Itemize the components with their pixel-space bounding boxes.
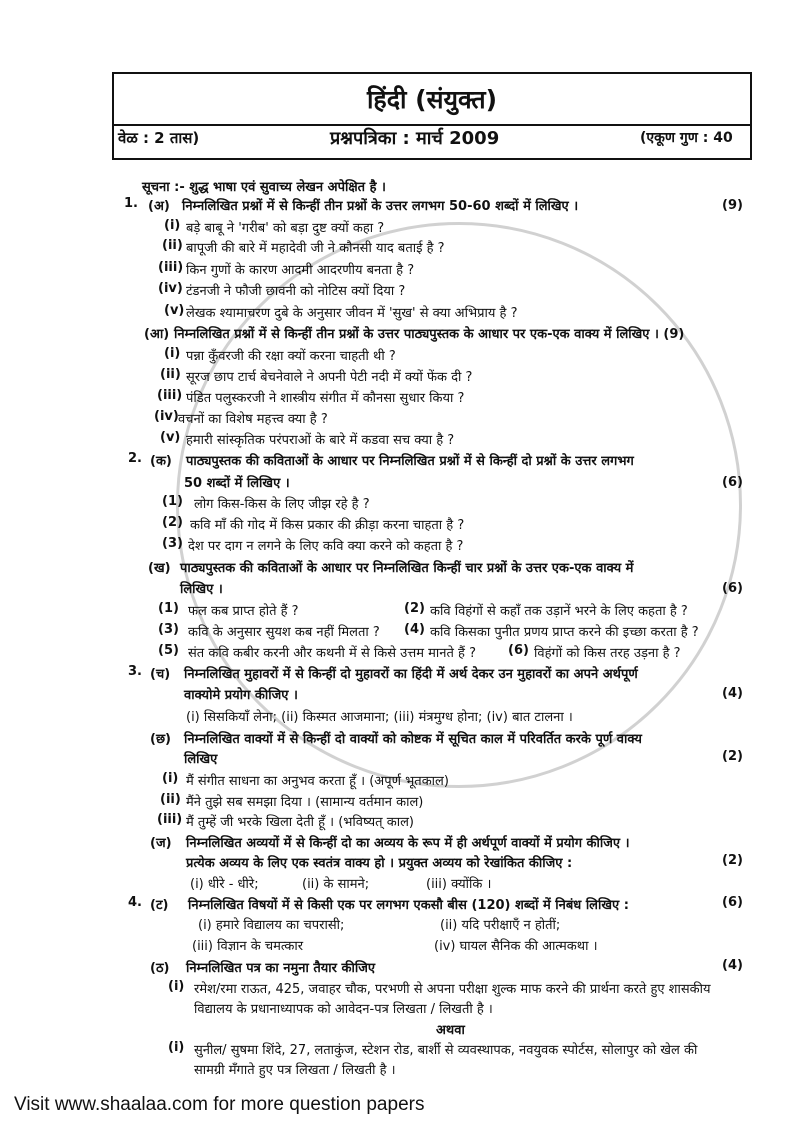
q1b-item-num: (ii) <box>160 367 181 382</box>
duration: वेळ : 2 तास) <box>118 129 200 147</box>
q3b-label: (छ) <box>150 732 171 747</box>
q1a-item: किन गुणों के कारण आदमी आदरणीय बनता है ? <box>186 263 415 278</box>
q1a-item-num: (i) <box>164 218 181 233</box>
q3b-item: मैं संगीत साधना का अनुभव करता हूँ । (अपूर्ण भूतकाल) <box>186 774 449 789</box>
q3b-item: मैंने तुझे सब समझा दिया । (सामान्य वर्तमान काल) <box>186 795 424 810</box>
q2a-item: कवि माँ की गोद में किस प्रकार की क्रीड़ा करना चाहता है ? <box>190 518 465 533</box>
q3b-item: मैं तुम्हें जी भरके खिला देती हूँ । (भविष्यत् काल) <box>186 815 414 830</box>
q3b-text: निम्नलिखित वाक्यों में से किन्हीं दो वाक्यों को कोष्टक में सूचित काल में परिवर्तित करके पूर्ण वाक्य <box>184 732 642 747</box>
paper-title: प्रश्नपत्रिका : मार्च 2009 <box>330 128 500 149</box>
q2a-item-num: (2) <box>162 515 183 530</box>
q1a-item: लेखक श्यामाचरण दुबे के अनुसार जीवन में 'सुख' से क्या अभिप्राय है ? <box>186 306 518 321</box>
q3a-idioms: (i) सिसकियाँ लेना; (ii) किस्मत आजमाना; (iii) मंत्रमुग्ध होना; (iv) बात टालना । <box>186 710 573 725</box>
q2b-item-num: (5) <box>158 643 179 658</box>
q3-number: 3. <box>128 664 142 679</box>
q2a-text-cont: 50 शब्दों में लिखिए । <box>184 476 290 491</box>
q4a-marks: (6) <box>722 895 743 910</box>
q1b-text: निम्नलिखित प्रश्नों में से किन्हीं तीन प्रश्नों के उत्तर पाठ्यपुस्तक के आधार पर एक-एक वाक्य में लिखिए । (9) <box>174 327 685 342</box>
q4a-label: (ट) <box>150 898 169 913</box>
q1a-item-num: (v) <box>164 303 185 318</box>
q2b-item: कवि विहंगों से कहाँ तक उड़ानें भरने के लिए कहता है ? <box>430 604 688 619</box>
q1b-item-num: (v) <box>160 430 181 445</box>
q1b-item-num: (i) <box>164 346 181 361</box>
q2b-item-num: (2) <box>404 601 425 616</box>
q1a-item-num: (iv) <box>158 281 183 296</box>
q4b-or: अथवा <box>436 1023 465 1038</box>
q2b-item-num: (6) <box>508 643 529 658</box>
q3b-marks: (2) <box>722 749 743 764</box>
q2b-item: कवि के अनुसार सुयश कब नहीं मिलता ? <box>188 625 380 640</box>
q4b-letter2-cont: सामग्री मँगाते हुए पत्र लिखता / लिखती है । <box>194 1063 396 1078</box>
q3c-label: (ज) <box>150 836 172 851</box>
q3c-option: (iii) क्योंकि । <box>426 877 492 892</box>
q4b-label: (ठ) <box>150 961 170 976</box>
q3b-item-num: (i) <box>162 771 179 786</box>
q2b-label: (ख) <box>148 561 171 576</box>
footer-link[interactable]: Visit www.shaalaa.com for more question papers <box>14 1094 425 1115</box>
q2b-item-num: (4) <box>404 622 425 637</box>
q1-number: 1. <box>124 196 138 211</box>
q2a-text: पाठ्यपुस्तक की कविताओं के आधार पर निम्नलिखित प्रश्नों में से किन्हीं दो प्रश्नों के उत्तर लगभग <box>186 454 634 469</box>
q4a-topic: (i) हमारे विद्यालय का चपरासी; <box>198 918 345 933</box>
q1b-item-num: (iii) <box>157 388 183 403</box>
q3b-text-cont: लिखिए <box>184 752 218 767</box>
q1a-text: निम्नलिखित प्रश्नों में से किन्हीं तीन प्रश्नों के उत्तर लगभग 50-60 शब्दों में लिखिए । <box>182 199 579 214</box>
q1a-item: बड़े बाबू ने 'गरीब' को बड़ा दुष्ट क्यों कहा ? <box>186 221 385 236</box>
q1a-item: टंडनजी ने फौजी छावनी को नोटिस क्यों दिया ? <box>186 284 406 299</box>
q1a-item: बापूजी की बारे में महादेवी जी ने कौनसी याद बताई है ? <box>186 241 445 256</box>
q2b-item: फल कब प्राप्त होते हैं ? <box>188 604 299 619</box>
q1b-label: (आ) <box>144 327 170 342</box>
q1b-item: सूरज छाप टार्च बेचनेवाले ने अपनी पेटी नदी में क्यों फेंक दी ? <box>186 370 473 385</box>
q1a-marks: (9) <box>722 198 743 213</box>
q2b-item-num: (1) <box>158 601 179 616</box>
q2b-text-cont: लिखिए । <box>180 582 223 597</box>
q4b-letter2-num: (i) <box>168 1040 185 1055</box>
q2-number: 2. <box>128 451 142 466</box>
q4b-letter1-cont: विद्यालय के प्रधानाध्यापक को आवेदन-पत्र लिखता / लिखती है । <box>194 1002 493 1017</box>
q4a-topic: (iv) घायल सैनिक की आत्मकथा । <box>434 939 598 954</box>
page-title: हिंदी (संयुक्त) <box>366 85 498 114</box>
q2b-item: कवि किसका पुनीत प्रणय प्राप्त करने की इच्छा करता है ? <box>430 625 699 640</box>
notice: सूचना :- शुद्ध भाषा एवं सुवाच्य लेखन अपेक्षित है । <box>142 180 386 195</box>
q1a-label: (अ) <box>148 199 170 214</box>
q2b-text: पाठ्यपुस्तक की कविताओं के आधार पर निम्नलिखित किन्हीं चार प्रश्नों के उत्तर एक-एक वाक्य में <box>180 561 634 576</box>
q2b-marks: (6) <box>722 581 743 596</box>
q2b-item-num: (3) <box>158 622 179 637</box>
q1b-item: पन्ना कुँवरजी की रक्षा क्यों करना चाहती थी ? <box>186 349 396 364</box>
q1a-item-num: (iii) <box>158 260 184 275</box>
q3c-text-cont: प्रत्येक अव्यय के लिए एक स्वतंत्र वाक्य हो । प्रयुक्त अव्यय को रेखांकित कीजिए : <box>186 856 573 871</box>
q3c-option: (ii) के सामने; <box>302 877 370 892</box>
q1b-item: वचनों का विशेष महत्त्व क्या है ? <box>178 412 328 427</box>
q4b-letter1-num: (i) <box>168 979 185 994</box>
q2a-item: लोग किस-किस के लिए जीझ रहे है ? <box>194 497 370 512</box>
q4b-letter2: सुनील/ सुषमा शिंदे, 27, लताकुंज, स्टेशन रोड, बार्शी से व्यवस्थापक, नवयुवक स्पोर्टस, सोलापुर को खेल की <box>194 1043 698 1058</box>
q3c-text: निम्नलिखित अव्ययों में से किन्हीं दो का अव्यय के रूप में ही अर्थपूर्ण वाक्यों में प्रयोग कीजिए । <box>186 836 630 851</box>
q3c-option: (i) धीरे - धीरे; <box>190 877 259 892</box>
q4-number: 4. <box>128 895 142 910</box>
q4b-text: निम्नलिखित पत्र का नमुना तैयार कीजिए <box>186 961 376 976</box>
q1b-item: हमारी सांस्कृतिक परंपराओं के बारे में कडवा सच क्या है ? <box>186 433 455 448</box>
q4b-letter1: रमेश/रमा राऊत, 425, जवाहर चौक, परभणी से अपना परीक्षा शुल्क माफ करने की प्रार्थना करते हुए शासकीय <box>194 982 711 997</box>
q4a-text: निम्नलिखित विषयों में से किसी एक पर लगभग एकसौ बीस (120) शब्दों में निबंध लिखिए : <box>188 898 629 913</box>
q2b-item: विहंगों को किस तरह उड़ना है ? <box>534 646 681 661</box>
q3b-item-num: (ii) <box>160 792 181 807</box>
q1b-item: पंडित पलुस्करजी ने शास्त्रीय संगीत में कौनसा सुधार किया ? <box>186 391 465 406</box>
q1a-item-num: (ii) <box>162 238 183 253</box>
q2a-item-num: (1) <box>162 494 183 509</box>
q3c-marks: (2) <box>722 853 743 868</box>
q1b-item-num: (iv) <box>154 409 179 424</box>
q3b-item-num: (iii) <box>157 812 183 827</box>
q3a-text: निम्नलिखित मुहावरों में से किन्हीं दो मुहावरों का हिंदी में अर्थ देकर उन मुहावरों का अपने अर्थपूर्ण <box>184 667 638 682</box>
total-marks: (एकूण गुण : 40 <box>640 130 733 146</box>
q3a-label: (च) <box>150 667 171 682</box>
q2b-item: संत कवि कबीर करनी और कथनी में से किसे उत्तम मानते हैं ? <box>188 646 476 661</box>
q2a-label: (क) <box>150 454 172 469</box>
q2a-marks: (6) <box>722 475 743 490</box>
q4a-topic: (ii) यदि परीक्षाएँ न होतीं; <box>440 918 561 933</box>
q4b-marks: (4) <box>722 958 743 973</box>
q3a-text-cont: वाक्योमे प्रयोग कीजिए । <box>184 688 298 703</box>
q3a-marks: (4) <box>722 686 743 701</box>
q2a-item-num: (3) <box>162 536 183 551</box>
q4a-topic: (iii) विज्ञान के चमत्कार <box>192 939 304 954</box>
q2a-item: देश पर दाग न लगने के लिए कवि क्या करने को कहता है ? <box>188 539 464 554</box>
